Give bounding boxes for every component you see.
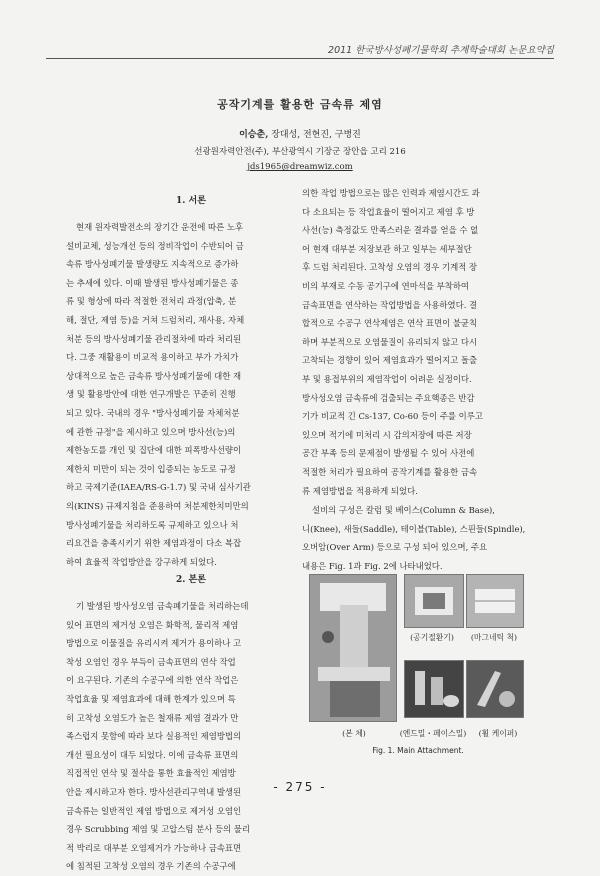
machine-body-photo [309, 574, 397, 722]
text-line: 작업효율 및 제염효과에 대해 한계가 있으며 특 [66, 693, 236, 704]
text-line: 금속표면을 연삭하는 작업방법을 사용하였다. 결 [302, 299, 478, 310]
text-line: 공간 부족 등의 문제점이 발생될 수 있어 사전에 [302, 448, 475, 459]
running-header: 2011 한국방사성폐기물학회 추계학술대회 논문요약집 [328, 45, 554, 56]
text-line: 설비교체, 성능개선 등의 정비작업이 수반되어 금 [66, 240, 244, 251]
text-line: 오버암(Over Arm) 등으로 구성 되어 있으며, 주요 [302, 542, 488, 553]
page-number: - 275 - [273, 780, 327, 794]
text-line: 족스럽지 못함에 따라 보다 실용적인 제염방법의 [66, 731, 242, 742]
text-line: 이 요구된다. 기존의 수공구에 의한 연삭 작업은 [66, 675, 239, 686]
text-line: 에 침적된 고착성 오염의 경우 기존의 수공구에 [66, 861, 236, 872]
text-line: 사선(능) 측정값도 만족스러운 결과를 얻을 수 없 [302, 225, 479, 236]
text-line: 는 추세에 있다. 이때 발생된 방사성폐기물은 종 [66, 277, 239, 288]
text-line: 에 관한 규정"을 제시하고 있으며 방사선(능)의 [66, 426, 236, 437]
text-line: 금속류는 일반적인 제염 방법으로 제거성 오염인 [66, 805, 242, 816]
body-caption: (본 체) [342, 729, 366, 738]
figure-1-caption: Fig. 1. Main Attachment. [372, 746, 464, 755]
text-line: 착성 오염인 경우 부득이 금속표면의 연삭 작업 [66, 656, 236, 667]
affiliation: 선광원자력안전(주), 부산광역시 기장군 장안읍 고리 216 [194, 147, 406, 157]
text-line: 의한 작업 방법으로는 많은 인력과 제염시간도 과 [302, 188, 480, 198]
text-line: 고착되는 경향이 있어 제염효과가 떨어지고 돌출 [302, 355, 478, 366]
text-line: 제한치 미만이 되는 것이 입증되는 농도로 규정 [66, 463, 236, 474]
text-line: 생 및 활용방안에 대한 연구개발은 꾸준히 진행 [66, 389, 236, 400]
air-switch-caption: (공기절환기) [410, 633, 454, 642]
text-line: 적절한 처리가 필요하여 공작기계를 활용한 금속 [302, 466, 478, 477]
text-line: 설비의 구성은 칼럼 및 베이스(Column & Base), [312, 505, 495, 515]
text-line: 후 드럼 처리된다. 고착성 오염의 경우 기계적 장 [302, 262, 478, 273]
text-line: 해, 절단, 제염 등)을 거쳐 드럼처리, 재사용, 자체 [66, 314, 245, 325]
text-line: 하고 국제기준(IAEA/RS-G-1.7) 및 국내 심사기관 [66, 482, 251, 493]
text-line: 상대적으로 높은 금속류 방사성폐기물에 대한 재 [66, 370, 242, 381]
text-line: 있어 표면의 제거성 오염은 화학적, 물리적 제염 [66, 619, 239, 630]
text-line: 다. 그중 재활용이 비교적 용이하고 부가 가치가 [66, 352, 239, 363]
right-column-body [302, 184, 536, 500]
text-line: 제한농도를 개인 및 집단에 대한 피폭방사선량이 [66, 445, 242, 456]
section-2-heading: 2. 본론 [176, 575, 206, 585]
text-line: 비의 부재로 수동 공기구에 연마석을 부착하여 [302, 280, 470, 291]
magnetic-chuck-photo [466, 574, 524, 628]
text-line: 적 박리로 대부분 오염제거가 가능하나 금속표면 [66, 842, 242, 853]
endmill-caption: (엔드밀・페이스밀) [399, 729, 467, 738]
air-switch-photo [404, 574, 464, 628]
text-line: 방법으로 이물질을 유리시켜 제거가 용이하나 고 [66, 638, 242, 649]
text-line: 기가 비교적 긴 Cs-137, Co-60 등이 주를 이루고 [302, 411, 483, 422]
text-line: 경우 Scrubbing 제염 및 고압스팀 분사 등의 물리 [66, 824, 250, 835]
section-1-heading: 1. 서론 [176, 196, 206, 206]
email-link[interactable]: jds1965@dreamwiz.com [247, 162, 353, 172]
text-line: 다 소요되는 등 작업효율이 떨어지고 제염 후 방 [302, 206, 475, 217]
text-line: 류 제염방법을 적용하게 되었다. [302, 485, 418, 496]
text-line: 합적으로 수공구 연삭제염은 연삭 표면이 불균칙 [302, 318, 478, 329]
section-1-body [66, 218, 316, 571]
text-line: 의(KINS) 규제지침을 준용하여 처분제한치미만의 [66, 500, 249, 511]
text-line: 기 발생된 방사성오염 금속폐기물을 처리하는데 [76, 601, 249, 611]
paper-title: 공작기계를 활용한 금속류 제염 [217, 98, 383, 111]
email-line [0, 162, 600, 172]
text-line: 되고 있다. 국내의 경우 "방사성폐기물 자체처분 [66, 407, 240, 418]
text-line: 히 고착성 오염도가 높은 철재류 제염 결과가 만 [66, 712, 239, 723]
text-line: 리요건을 충족시키기 위한 제염과정이 다소 복잡 [66, 538, 242, 549]
text-line: 있으며 적기에 미처리 시 감의저장에 따른 저장 [302, 429, 472, 440]
magnetic-chuck-caption: (마그네틱 척) [470, 633, 518, 642]
text-line: 방사성오염 금속류에 검출되는 주요핵종은 반감 [302, 392, 475, 403]
text-line: 내용은 Fig. 1과 Fig. 2에 나타내었다. [302, 560, 443, 571]
right-column-body-2 [302, 501, 536, 575]
text-line: 처분 등의 방사성폐기물 관리절차에 따라 처리된 [66, 333, 242, 344]
wheel-cutter-photo [466, 660, 524, 718]
text-line: 개선 필요성이 대두 되었다. 이에 금속류 표면의 [66, 749, 239, 760]
text-line: 니(Knee), 새들(Saddle), 테이블(Table), 스핀들(Spindle), [302, 523, 526, 534]
text-line: 부 및 용접부위의 제염작업이 어려운 실정이다. [302, 373, 472, 384]
header-rule [46, 58, 554, 59]
text-line: 속류 방사성폐기물 발생량도 지속적으로 증가하 [66, 259, 239, 270]
text-line: 현재 원자력발전소의 장기간 운전에 따른 노후 [76, 222, 244, 232]
text-line: 하여 효율적 작업방안을 강구하게 되었다. [66, 556, 217, 567]
text-line: 하며 부분적으로 오염물질이 유리되지 않고 다시 [302, 336, 478, 347]
text-line: 방사성폐기물을 처리하도록 규제하고 있으나 처 [66, 519, 239, 530]
text-line: 직접적인 연삭 및 절삭을 통한 효율적인 제염방 [66, 768, 236, 779]
wheel-cutter-caption: (휠 케이퍼) [478, 729, 518, 738]
endmill-photo [404, 660, 464, 718]
text-line: 안을 제시하고자 한다. 방사선관리구역내 발생된 [66, 786, 242, 797]
coauthors: 장대성, 전현진, 구병진 [268, 130, 361, 140]
text-line: 어 현재 대부분 저장보관 하고 일부는 세부절단 [302, 243, 472, 254]
author-list [0, 127, 600, 140]
text-line: 류 및 형상에 따라 적절한 전처리 과정(압축, 분 [66, 296, 237, 307]
first-author: 이승춘, [239, 130, 269, 140]
section-2-body [66, 597, 316, 876]
